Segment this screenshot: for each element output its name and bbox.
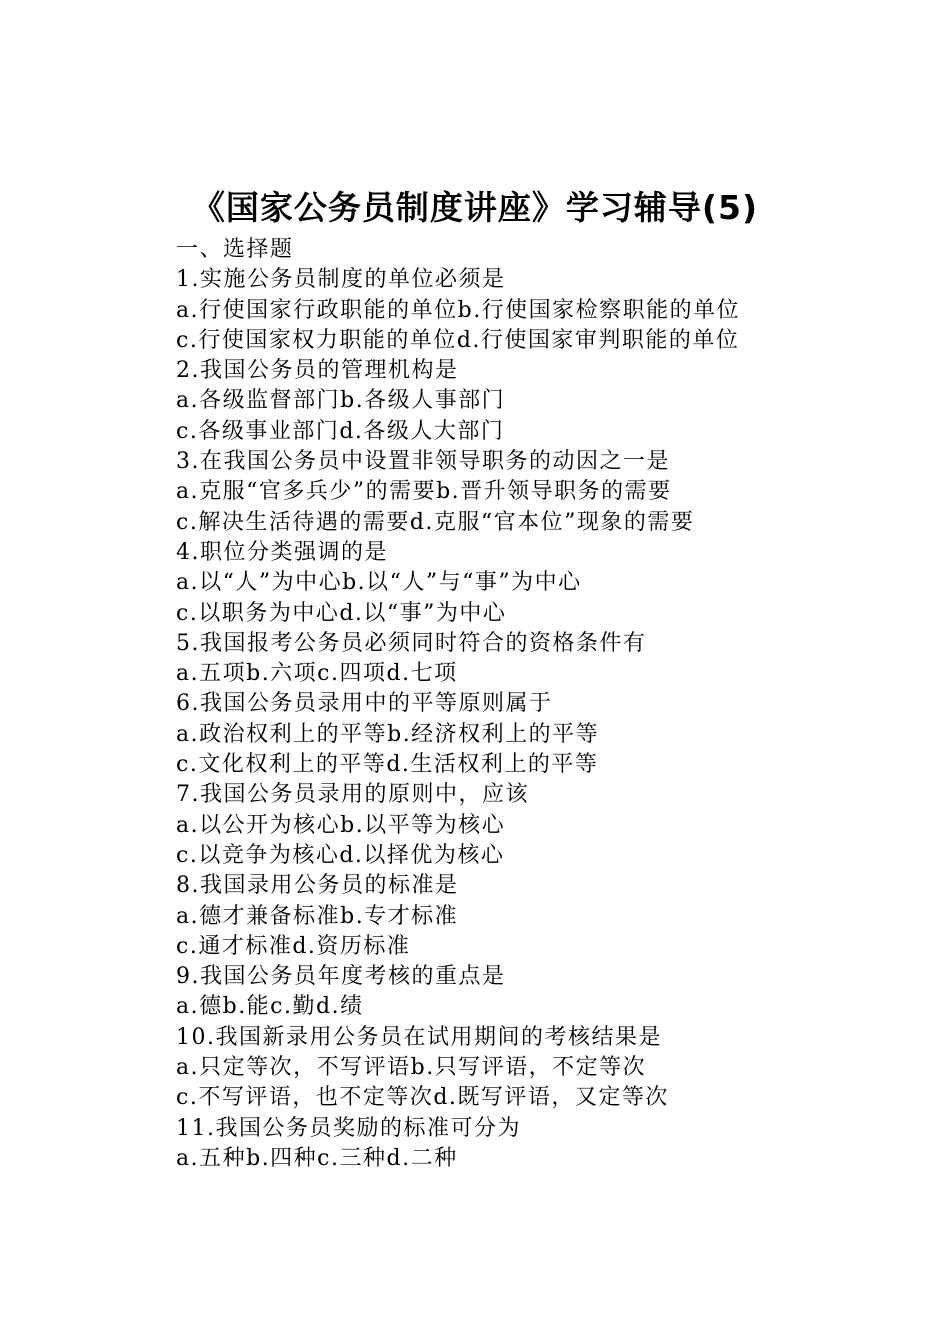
text-line: c.以竞争为核心d.以择优为核心 [176,842,505,868]
document-title: 《国家公务员制度讲座》学习辅导(5) [191,188,759,227]
text-line: 10.我国新录用公务员在试用期间的考核结果是 [176,1024,662,1050]
text-line: 11.我国公务员奖励的标准可分为 [176,1115,521,1141]
text-line: a.克服“官多兵少”的需要b.晋升领导职务的需要 [176,479,672,505]
text-line: 6.我国公务员录用中的平等原则属于 [176,691,553,717]
text-line: 4.职位分类强调的是 [176,539,388,565]
text-line: c.解决生活待遇的需要d.克服“官本位”现象的需要 [176,509,695,535]
text-line: a.行使国家行政职能的单位b.行使国家检察职能的单位 [176,297,741,323]
text-line: c.不写评语，也不定等次d.既写评语，又定等次 [176,1085,669,1111]
document-body [176,235,916,1174]
text-line: 7.我国公务员录用的原则中，应该 [176,782,529,808]
text-line: a.政治权利上的平等b.经济权利上的平等 [176,721,600,747]
text-line: a.以公开为核心b.以平等为核心 [176,812,506,838]
text-line: c.各级事业部门d.各级人大部门 [176,418,505,444]
text-line: a.只定等次，不写评语b.只写评语，不定等次 [176,1055,647,1081]
text-line: c.文化权利上的平等d.生活权利上的平等 [176,752,599,778]
text-line: 8.我国录用公务员的标准是 [176,873,459,899]
text-line: 9.我国公务员年度考核的重点是 [176,964,506,990]
text-line: 1.实施公务员制度的单位必须是 [176,267,506,293]
text-line: a.各级监督部门b.各级人事部门 [176,388,506,414]
text-line: 2.我国公务员的管理机构是 [176,358,459,384]
text-line: a.德b.能c.勤d.绩 [176,994,364,1020]
text-line: a.德才兼备标准b.专才标准 [176,903,459,929]
text-line: c.行使国家权力职能的单位d.行使国家审判职能的单位 [176,327,740,353]
text-line: a.五种b.四种c.三种d.二种 [176,1145,458,1171]
text-line: c.通才标准d.资历标准 [176,933,411,959]
text-line: a.以“人”为中心b.以“人”与“事”为中心 [176,570,582,596]
text-line: 5.我国报考公务员必须同时符合的资格条件有 [176,630,647,656]
text-line: c.以职务为中心d.以“事”为中心 [176,600,507,626]
text-line: a.五项b.六项c.四项d.七项 [176,661,458,687]
text-line: 3.在我国公务员中设置非领导职务的动因之一是 [176,449,670,475]
text-line: 一、选择题 [176,237,294,262]
